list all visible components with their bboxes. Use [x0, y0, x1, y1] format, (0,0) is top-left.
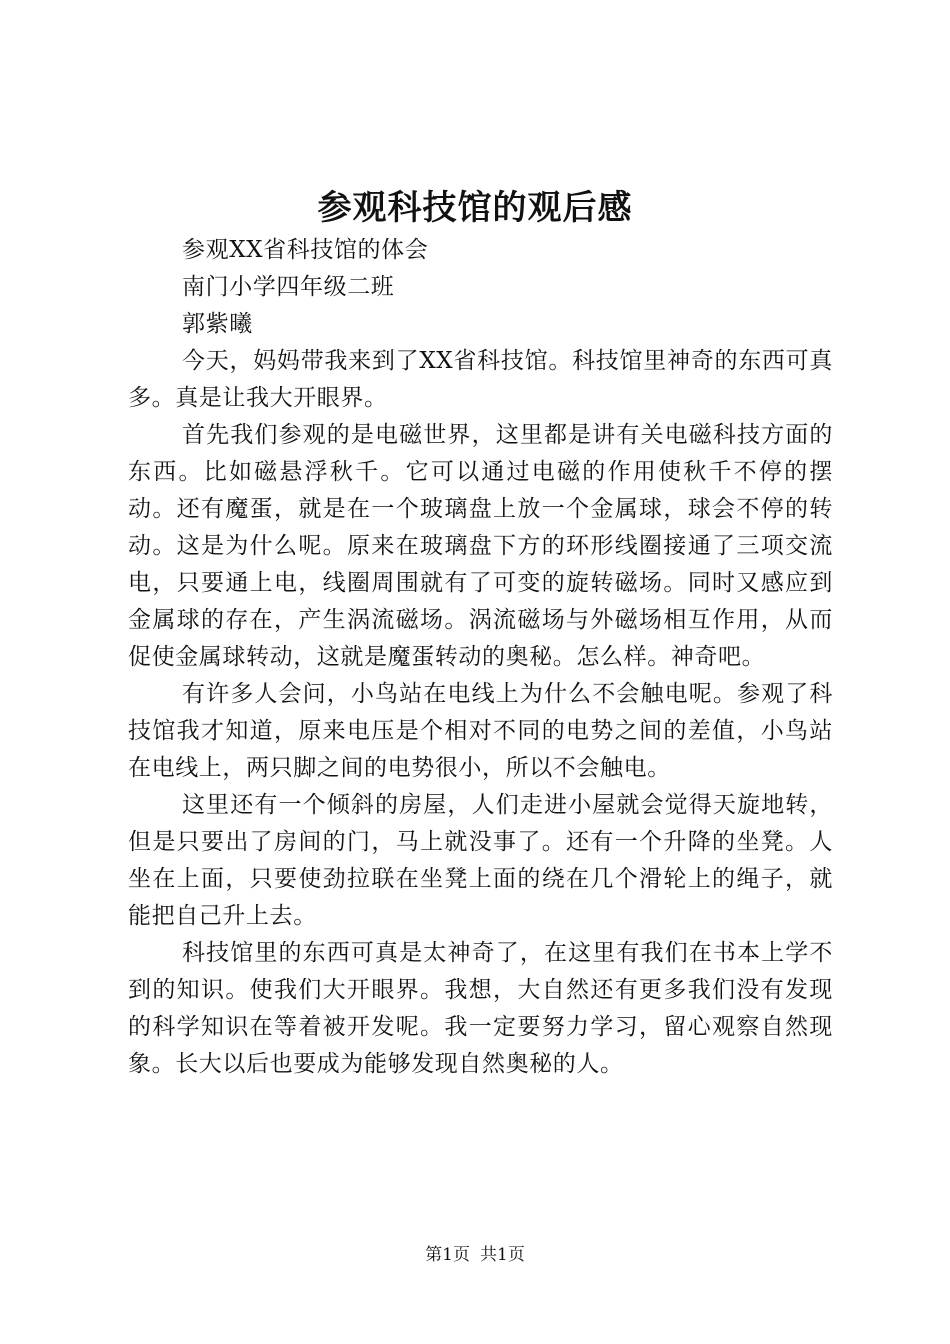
page-total: 共1页 [480, 1245, 525, 1265]
paragraph-5: 科技馆里的东西可真是太神奇了，在这里有我们在书本上学不到的知识。使我们大开眼界。我想，大自然还有更多我们没有发现的科学知识在等着被开发呢。我一定要努力学习，留心观察自然现象。长大以后也要成为能够发现自然奥秘的人。 [128, 940, 833, 1077]
document-title: 参观科技馆的观后感 [317, 188, 633, 228]
document-body [128, 232, 833, 1083]
paragraph-1: 今天，妈妈带我来到了XX省科技馆。科技馆里神奇的东西可真多。真是让我大开眼界。 [128, 348, 833, 411]
subtitle-line: 参观XX省科技馆的体会 [182, 237, 429, 263]
page-footer [0, 1243, 950, 1267]
author-line: 郭紫曦 [182, 311, 253, 337]
page-number: 第1页 [425, 1245, 470, 1265]
class-line: 南门小学四年级二班 [182, 274, 395, 300]
paragraph-2: 首先我们参观的是电磁世界，这里都是讲有关电磁科技方面的东西。比如磁悬浮秋千。它可以通过电磁的作用使秋千不停的摆动。还有魔蛋，就是在一个玻璃盘上放一个金属球，球会不停的转动。这是为什么呢。原来在玻璃盘下方的环形线圈接通了三项交流电，只要通上电，线圈周围就有了可变的旋转磁场。同时又感应到金属球的存在，产生涡流磁场。涡流磁场与外磁场相互作用，从而促使金属球转动，这就是魔蛋转动的奥秘。怎么样。神奇吧。 [128, 422, 833, 670]
paragraph-4: 这里还有一个倾斜的房屋，人们走进小屋就会觉得天旋地转，但是只要出了房间的门，马上就没事了。还有一个升降的坐凳。人坐在上面，只要使劲拉联在坐凳上面的绕在几个滑轮上的绳子，就能把自己升上去。 [128, 792, 833, 929]
paragraph-3: 有许多人会问，小鸟站在电线上为什么不会触电呢。参观了科技馆我才知道，原来电压是个相对不同的电势之间的差值，小鸟站在电线上，两只脚之间的电势很小，所以不会触电。 [128, 681, 833, 781]
